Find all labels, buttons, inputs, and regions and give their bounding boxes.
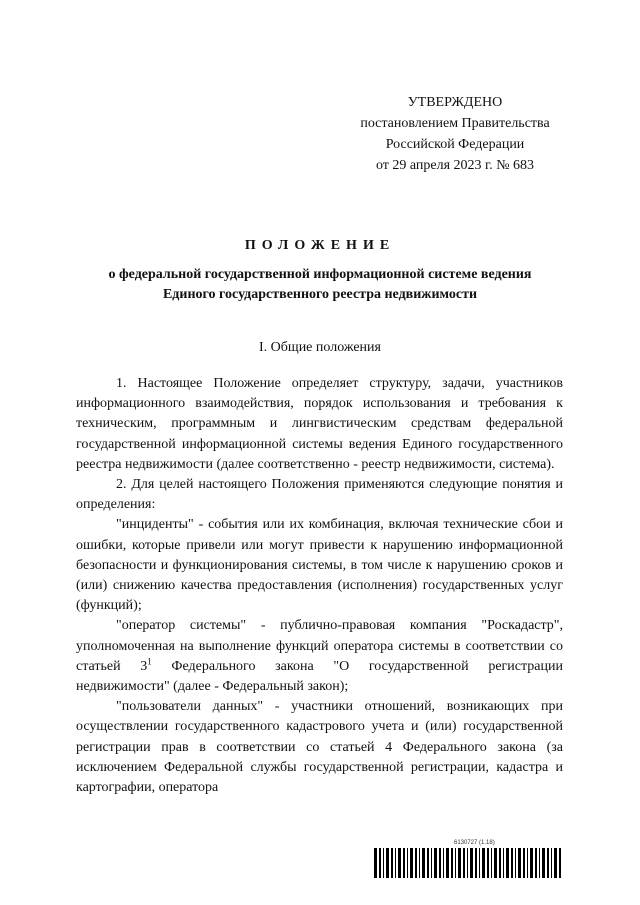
approval-line-approved: УТВЕРЖДЕНО bbox=[407, 95, 503, 110]
paragraph-system-operator-text-b: Федерального закона "О государственной регистрации недвижимости" (далее - Федеральный закон); bbox=[76, 658, 563, 695]
document-title: ПОЛОЖЕНИЕ bbox=[244, 238, 396, 253]
document-code: 6130727 (1.18) bbox=[454, 840, 495, 846]
approval-stamp bbox=[340, 92, 570, 176]
paragraph-2: 2. Для целей настоящего Положения применяются следующие понятия и определения: bbox=[76, 477, 563, 513]
approval-line-government: Российской Федерации bbox=[385, 137, 525, 152]
paragraph-1: 1. Настоящее Положение определяет структуру, задачи, участников информационного взаимодействия, порядок использования и требования к техническим, программным и лингвистическим средствам федеральной государственной информационной системы ведения Единого государственного реестра недвижимости (далее соответственно - реестр недвижимости, система). bbox=[76, 376, 563, 472]
approval-line-resolution: постановлением Правительства bbox=[360, 116, 550, 131]
subtitle-line-1: о федеральной государственной информационной системе ведения bbox=[108, 267, 532, 282]
subtitle-line-2: Единого государственного реестра недвижимости bbox=[162, 287, 478, 302]
document-subtitle bbox=[80, 265, 560, 305]
barcode-icon bbox=[374, 848, 564, 878]
paragraph-data-users: "пользователи данных" - участники отношений, возникающих при осуществлении государственного кадастрового учета и (или) государственной регистрации прав в соответствии со статьей 4 Федерального закона (за исключением Федеральной службы государственной регистрации, кадастра и картографии, оператора bbox=[76, 699, 563, 796]
paragraph-system-operator bbox=[76, 616, 563, 697]
article-superscript: 1 bbox=[147, 656, 152, 667]
paragraph-incidents: "инциденты" - события или их комбинация, включая технические сбои и ошибки, которые привели или могут привести к нарушению информационной безопасности и функционирования системы, в том числе к нарушению сроков и (или) снижению качества предоставления (исполнения) государственных услуг (функций); bbox=[76, 517, 563, 614]
approval-line-date-number: от 29 апреля 2023 г. № 683 bbox=[375, 158, 535, 173]
document-body bbox=[76, 374, 563, 798]
paragraph-system-operator-text-a: "оператор системы" - публично-правовая компания "Роскадастр", уполномоченная на выполнение функций оператора системы в соответствии со статьей 3 bbox=[76, 618, 563, 674]
section-heading: I. Общие положения bbox=[259, 340, 381, 355]
